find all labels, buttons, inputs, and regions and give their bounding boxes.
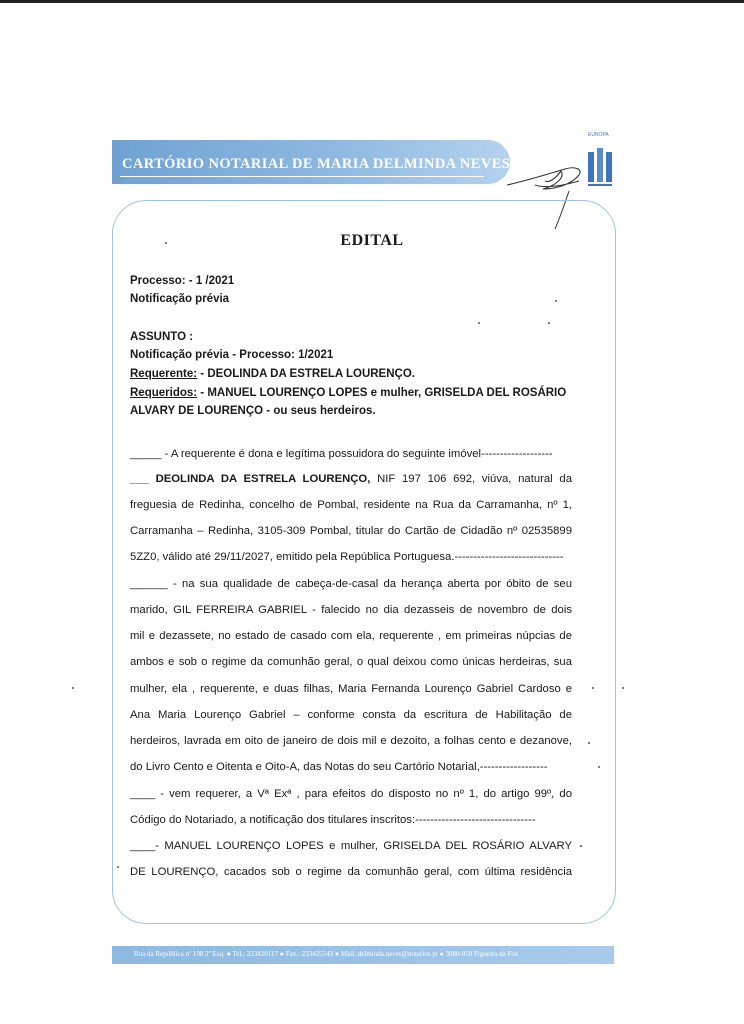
body-line: freguesia de Redinha, concelho de Pombal, residente na Rua da Carramanha, nº 1, [130,499,572,511]
banner-rule [120,176,484,177]
logo-label: EUROPA [588,132,609,138]
notificacao-label: Notificação prévia [130,293,230,305]
body-line: mil e dezassete, no estado de casado com ela, requerente , em primeiras núpcias de [130,630,572,642]
requerente-line [130,368,415,380]
scan-speck [117,866,119,868]
requerente-value: - DEOLINDA DA ESTRELA LOURENÇO. [197,368,415,380]
body-line: Carramanha – Redinha, 3105-309 Pombal, titular do Cartão de Cidadão nº 02535899 [130,525,572,537]
requeridos-value: - MANUEL LOURENÇO LOPES e mulher, GRISELDA DEL ROSÁRIO [197,387,567,399]
body-line: ____ - vem requerer, a Vª Exª , para efeitos do disposto no nº 1, do artigo 99º, do [130,788,572,800]
footer-bar [112,946,614,964]
scan-speck [165,242,167,244]
page-title: EDITAL [340,232,404,249]
office-banner [112,140,510,184]
scan-speck [478,322,480,324]
notary-logo-icon [586,140,616,190]
scan-speck [555,300,557,302]
body-line: ____- MANUEL LOURENÇO LOPES e mulher, GRISELDA DEL ROSÁRIO ALVARY [130,840,572,852]
requerente-details: NIF 197 106 692, viúva, natural da [370,473,572,485]
body-line: ______ - na sua qualidade de cabeça-de-casal da herança aberta por óbito de seu [130,578,572,590]
body-line: 5ZZ0, válido até 29/11/2027, emitido pela República Portuguesa.----------------------------- [130,551,564,563]
scan-speck [622,687,624,689]
footer-address: Rua da República nº 198 2º Esq. ● Tel.: 233420117 ● Fax.: 233425543 ● Mail: delminda.neves@notarios.pt ● 3080-050 Figueira da Foz [134,950,518,958]
body-line: Ana Maria Lourenço Gabriel – conforme consta da escritura de Habilitação de [130,709,572,721]
scan-speck [580,845,582,847]
body-line: ambos e sob o regime da comunhão geral, o qual deixou como únicas herdeiras, sua [130,656,572,668]
scan-speck [588,742,590,744]
body-line: marido, GIL FERREIRA GABRIEL - falecido no dia dezasseis de novembro de dois [130,604,572,616]
processo-number: Processo: - 1 /2021 [130,275,235,287]
body-line [130,473,572,485]
body-line: do Livro Cento e Oitenta e Oito-A, das Notas do seu Cartório Notarial,------------------ [130,761,548,773]
body-line: mulher, ela , requerente, e duas filhas, Maria Fernanda Lourenço Gabriel Cardoso e [130,683,572,695]
scan-edge [0,0,744,3]
scan-speck [548,322,550,324]
office-name: CARTÓRIO NOTARIAL DE MARIA DELMINDA NEVES [122,156,511,172]
assunto-label: ASSUNTO : [130,331,194,343]
body-line: Código do Notariado, a notificação dos titulares inscritos:-------------------------------- [130,814,536,826]
assunto-line: Notificação prévia - Processo: 1/2021 [130,349,334,361]
requeridos-line-2: ALVARY DE LOURENÇO - ou seus herdeiros. [130,405,376,417]
requeridos-label: Requeridos: [130,387,198,399]
scan-speck [72,687,74,689]
requerente-name: ___ DEOLINDA DA ESTRELA LOURENÇO, [130,473,371,485]
body-line: DE LOURENÇO, cacados sob o regime da comunhão geral, com última residência [130,866,572,878]
body-line: _____ - A requerente é dona e legítima possuidora do seguinte imóvel------------------- [130,448,553,460]
scan-speck [592,687,594,689]
body-line: herdeiros, lavrada em oito de janeiro de dois mil e dezoito, a folhas cento e dezanove, [130,735,572,747]
scan-speck [598,766,600,768]
requerente-label: Requerente: [130,368,198,380]
requeridos-line [130,387,566,399]
